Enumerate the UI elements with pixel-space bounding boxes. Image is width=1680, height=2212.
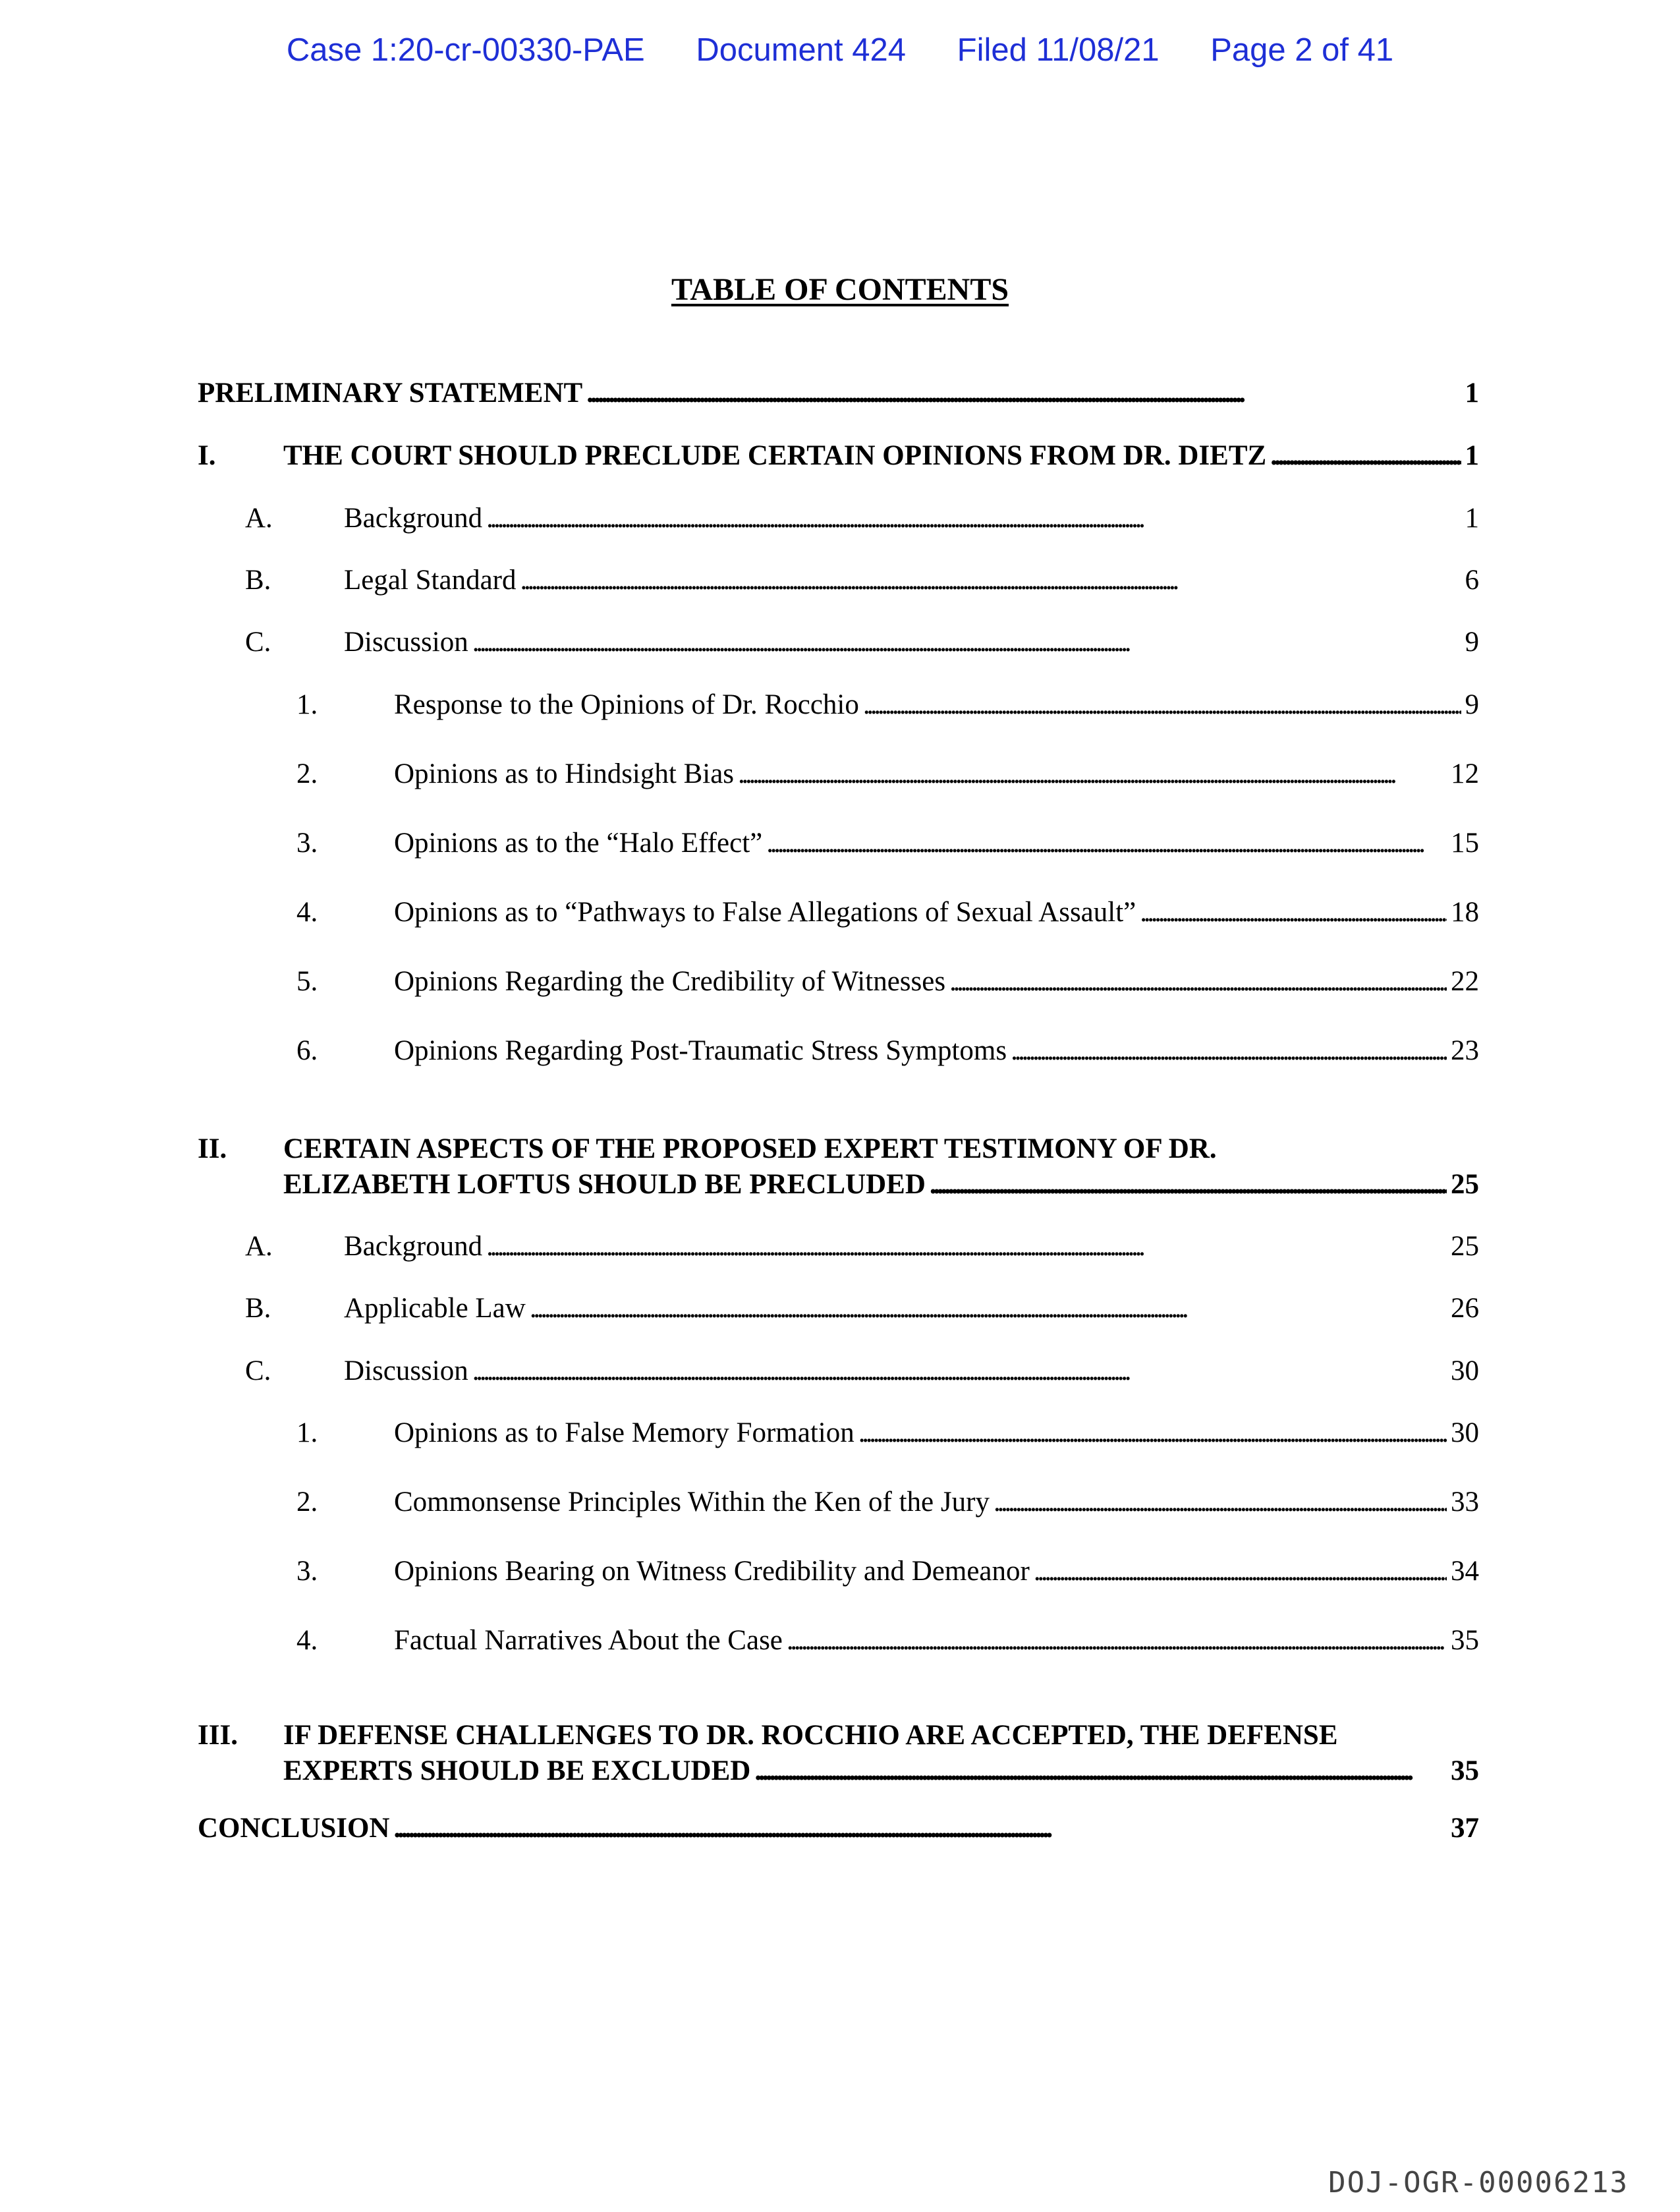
toc-entry-page: 25 [1451,1231,1479,1262]
toc-entry-text: Applicable Law [344,1293,526,1324]
dot-leader [787,1623,1447,1659]
toc-entry-page: 35 [1451,1755,1479,1786]
document-number: Document 424 [696,32,907,68]
toc-entry-text: Opinions Bearing on Witness Credibility and Demeanor [394,1556,1030,1587]
dot-leader [530,1291,1447,1326]
toc-entry-page: 33 [1451,1487,1479,1517]
toc-entry-number: 4. [296,897,318,928]
dot-leader [1011,1033,1447,1069]
toc-entry-text: Opinions as to “Pathways to False Allegations of Sexual Assault” [394,897,1136,928]
toc-entry-number: I. [198,440,216,471]
toc-entry-number: 1. [296,689,318,720]
toc-entry-number: 3. [296,1556,318,1587]
toc-entry-number: II. [198,1133,227,1164]
toc-entry-text: Discussion [344,1355,468,1386]
toc-entry-number: A. [245,1231,273,1262]
toc-entry-text: Discussion [344,627,468,658]
dot-leader [486,1229,1447,1264]
toc-entry-text: ELIZABETH LOFTUS SHOULD BE PRECLUDED [283,1169,926,1200]
dot-leader [394,1811,1447,1846]
toc-entry-number: 2. [296,1487,318,1517]
toc-entry-page: 9 [1465,689,1479,720]
toc-entry-text: CONCLUSION [198,1813,390,1844]
page-indicator: Page 2 of 41 [1210,32,1394,68]
toc-entry-page: 22 [1451,966,1479,997]
toc-entry-page: 30 [1451,1355,1479,1386]
toc-entry-page: 35 [1451,1625,1479,1656]
toc-entry-number: 1. [296,1417,318,1448]
toc-entry-text: EXPERTS SHOULD BE EXCLUDED [283,1755,751,1786]
toc-entry-text: Opinions as to the “Halo Effect” [394,828,763,859]
toc-entry-number: 3. [296,828,318,859]
dot-leader [472,625,1461,660]
toc-entry-number: 6. [296,1035,318,1066]
dot-leader [472,1353,1447,1389]
dot-leader [766,826,1447,861]
toc-entry-text-line1: IF DEFENSE CHALLENGES TO DR. ROCCHIO ARE ACCEPTED, THE DEFENSE [283,1720,1338,1751]
dot-leader [586,376,1461,411]
toc-entry-page: 34 [1451,1556,1479,1587]
toc-entry-page: 37 [1451,1813,1479,1844]
dot-leader [738,756,1447,792]
toc-entry-number: C. [245,1355,271,1386]
page-title: TABLE OF CONTENTS [671,272,1009,307]
dot-leader [994,1485,1447,1520]
toc-entry-number: C. [245,627,271,658]
toc-entry-text: Legal Standard [344,565,517,596]
toc-entry-page: 30 [1451,1417,1479,1448]
toc-entry-page: 1 [1465,503,1479,534]
dot-leader [1034,1554,1447,1589]
toc-entry-number: A. [245,503,273,534]
toc-entry-number: B. [245,1293,271,1324]
toc-entry-number: 4. [296,1625,318,1656]
dot-leader [863,687,1461,723]
toc-entry-page: 12 [1451,758,1479,789]
toc-entry-number: B. [245,565,271,596]
toc-entry-text-line1: CERTAIN ASPECTS OF THE PROPOSED EXPERT TESTIMONY OF DR. [283,1133,1217,1164]
toc-entry-page: 6 [1465,565,1479,596]
toc-entry-text: THE COURT SHOULD PRECLUDE CERTAIN OPINIONS FROM DR. DIETZ [283,440,1267,471]
toc-entry-number: III. [198,1720,238,1751]
bates-number: DOJ-OGR-00006213 [1328,2166,1629,2199]
toc-entry-page: 23 [1451,1035,1479,1066]
toc-entry-text: Response to the Opinions of Dr. Rocchio [394,689,859,720]
toc-entry-text: Background [344,503,483,534]
dot-leader [486,501,1461,536]
toc-entry-number: 2. [296,758,318,789]
toc-entry-page: 9 [1465,627,1479,658]
toc-entry-text: Opinions as to Hindsight Bias [394,758,735,789]
toc-entry-text: Commonsense Principles Within the Ken of the Jury [394,1487,990,1517]
toc-entry-text: Factual Narratives About the Case [394,1625,783,1656]
dot-leader [1140,895,1447,930]
toc-entry-page: 15 [1451,828,1479,859]
toc-entry-text: Background [344,1231,483,1262]
case-number: Case 1:20-cr-00330-PAE [286,32,645,68]
filed-date: Filed 11/08/21 [957,32,1160,68]
toc-entry-text: Opinions Regarding Post-Traumatic Stress Symptoms [394,1035,1007,1066]
dot-leader [520,563,1461,598]
case-header [0,32,1680,69]
dot-leader [754,1753,1447,1789]
dot-leader [930,1167,1447,1203]
dot-leader [949,964,1447,1000]
toc-entry-page: 18 [1451,897,1479,928]
toc-entry-page: 26 [1451,1293,1479,1324]
toc-entry-page: 1 [1465,378,1479,409]
toc-entry-number: 5. [296,966,318,997]
dot-leader [858,1415,1447,1451]
toc-entry-text: Opinions Regarding the Credibility of Witnesses [394,966,946,997]
toc-entry-page: 1 [1465,440,1479,471]
toc-entry-text: PRELIMINARY STATEMENT [198,378,583,409]
toc-entry-page: 25 [1451,1169,1479,1200]
dot-leader [1270,438,1461,474]
toc-entry-text: Opinions as to False Memory Formation [394,1417,854,1448]
